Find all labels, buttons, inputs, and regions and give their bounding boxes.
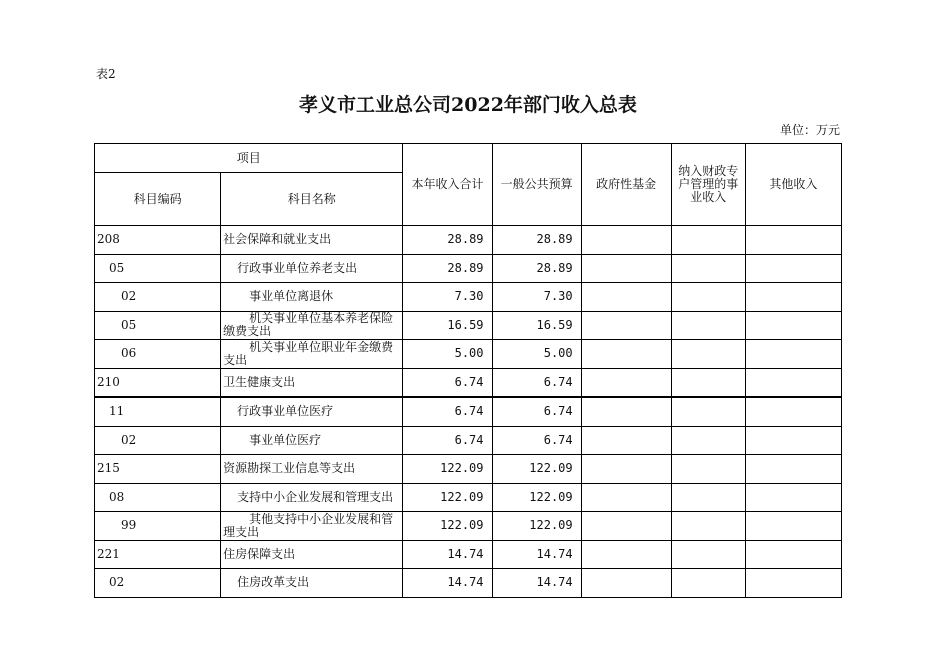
other-value <box>745 226 841 255</box>
special-value <box>671 569 745 598</box>
subject-name: 机关事业单位职业年金缴费支出 <box>221 340 403 369</box>
fund-value <box>581 226 671 255</box>
header-subject-code: 科目编码 <box>95 173 221 226</box>
total-value: 6.74 <box>403 426 492 455</box>
special-value <box>671 540 745 569</box>
other-value <box>745 368 841 397</box>
general-budget-value: 14.74 <box>492 569 581 598</box>
special-value <box>671 512 745 541</box>
general-budget-value: 28.89 <box>492 226 581 255</box>
header-government-fund: 政府性基金 <box>581 144 671 226</box>
total-value: 28.89 <box>403 254 492 283</box>
total-value: 122.09 <box>403 455 492 484</box>
subject-code: 08 <box>95 483 221 512</box>
other-value <box>745 512 841 541</box>
table-row <box>95 426 842 455</box>
total-value: 5.00 <box>403 340 492 369</box>
special-value <box>671 254 745 283</box>
total-value: 7.30 <box>403 283 492 312</box>
table-row <box>95 226 842 255</box>
subject-code: 02 <box>95 283 221 312</box>
other-value <box>745 569 841 598</box>
table-row <box>95 540 842 569</box>
table-row <box>95 368 842 397</box>
unit-label: 单位：万元 <box>779 123 840 137</box>
subject-code: 208 <box>95 226 221 255</box>
general-budget-value: 122.09 <box>492 512 581 541</box>
other-value <box>745 455 841 484</box>
special-value <box>671 226 745 255</box>
total-value: 122.09 <box>403 483 492 512</box>
general-budget-value: 6.74 <box>492 426 581 455</box>
general-budget-value: 7.30 <box>492 283 581 312</box>
header-project: 项目 <box>95 144 403 173</box>
header-total: 本年收入合计 <box>403 144 492 226</box>
table-row <box>95 569 842 598</box>
page-title: 孝义市工业总公司2022年部门收入总表 <box>299 94 637 116</box>
subject-name: 住房保障支出 <box>221 540 403 569</box>
subject-name: 卫生健康支出 <box>221 368 403 397</box>
subject-code: 99 <box>95 512 221 541</box>
table-row <box>95 483 842 512</box>
total-value: 6.74 <box>403 397 492 426</box>
header-other-income: 其他收入 <box>745 144 841 226</box>
subject-name: 支持中小企业发展和管理支出 <box>221 483 403 512</box>
subject-name: 社会保障和就业支出 <box>221 226 403 255</box>
total-value: 28.89 <box>403 226 492 255</box>
subject-code: 221 <box>95 540 221 569</box>
special-value <box>671 368 745 397</box>
fund-value <box>581 397 671 426</box>
subject-name: 其他支持中小企业发展和管理支出 <box>221 512 403 541</box>
special-value <box>671 426 745 455</box>
other-value <box>745 426 841 455</box>
table-row <box>95 512 842 541</box>
special-value <box>671 311 745 340</box>
subject-code: 06 <box>95 340 221 369</box>
other-value <box>745 311 841 340</box>
special-value <box>671 455 745 484</box>
table-row <box>95 340 842 369</box>
fund-value <box>581 426 671 455</box>
special-value <box>671 483 745 512</box>
table-row <box>95 455 842 484</box>
total-value: 6.74 <box>403 368 492 397</box>
subject-code: 215 <box>95 455 221 484</box>
general-budget-value: 6.74 <box>492 368 581 397</box>
table-number: 表2 <box>96 67 116 81</box>
fund-value <box>581 254 671 283</box>
other-value <box>745 540 841 569</box>
table-row <box>95 283 842 312</box>
subject-name: 行政事业单位医疗 <box>221 397 403 426</box>
header-special-account-income: 纳入财政专户管理的事业收入 <box>671 144 745 226</box>
subject-name: 行政事业单位养老支出 <box>221 254 403 283</box>
subject-name: 住房改革支出 <box>221 569 403 598</box>
fund-value <box>581 283 671 312</box>
total-value: 16.59 <box>403 311 492 340</box>
other-value <box>745 254 841 283</box>
subject-code: 05 <box>95 254 221 283</box>
subject-code: 02 <box>95 426 221 455</box>
other-value <box>745 283 841 312</box>
header-row-1 <box>95 144 842 173</box>
general-budget-value: 122.09 <box>492 455 581 484</box>
subject-code: 05 <box>95 311 221 340</box>
special-value <box>671 340 745 369</box>
subject-name: 资源勘探工业信息等支出 <box>221 455 403 484</box>
fund-value <box>581 340 671 369</box>
general-budget-value: 16.59 <box>492 311 581 340</box>
special-value <box>671 397 745 426</box>
subject-code: 210 <box>95 368 221 397</box>
header-subject-name: 科目名称 <box>221 173 403 226</box>
general-budget-value: 5.00 <box>492 340 581 369</box>
table-row <box>95 397 842 426</box>
general-budget-value: 28.89 <box>492 254 581 283</box>
table-row <box>95 311 842 340</box>
income-summary-table <box>94 143 842 598</box>
fund-value <box>581 483 671 512</box>
fund-value <box>581 569 671 598</box>
subject-name: 事业单位离退休 <box>221 283 403 312</box>
total-value: 14.74 <box>403 569 492 598</box>
subject-code: 11 <box>95 397 221 426</box>
fund-value <box>581 540 671 569</box>
fund-value <box>581 368 671 397</box>
subject-name: 机关事业单位基本养老保险缴费支出 <box>221 311 403 340</box>
fund-value <box>581 512 671 541</box>
fund-value <box>581 455 671 484</box>
general-budget-value: 6.74 <box>492 397 581 426</box>
total-value: 14.74 <box>403 540 492 569</box>
special-value <box>671 283 745 312</box>
header-general-budget: 一般公共预算 <box>492 144 581 226</box>
other-value <box>745 397 841 426</box>
fund-value <box>581 311 671 340</box>
subject-name: 事业单位医疗 <box>221 426 403 455</box>
other-value <box>745 483 841 512</box>
table-row <box>95 254 842 283</box>
other-value <box>745 340 841 369</box>
general-budget-value: 14.74 <box>492 540 581 569</box>
total-value: 122.09 <box>403 512 492 541</box>
general-budget-value: 122.09 <box>492 483 581 512</box>
subject-code: 02 <box>95 569 221 598</box>
